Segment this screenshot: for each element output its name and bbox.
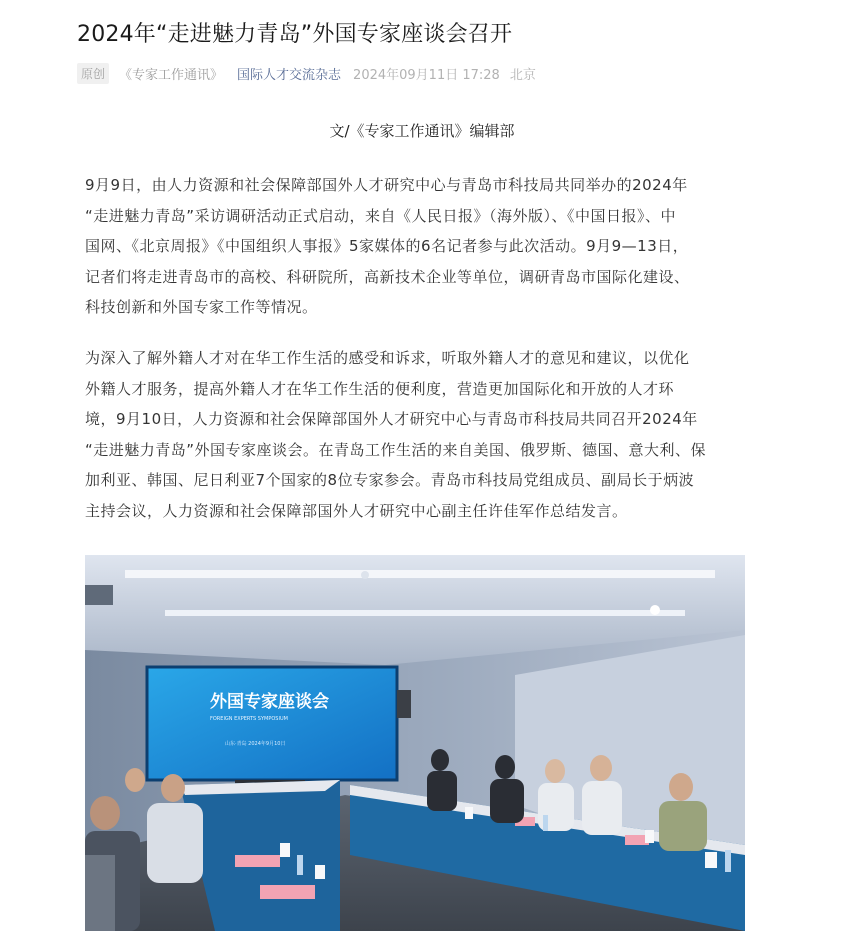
paragraph-line: “走进魅力青岛”采访调研活动正式启动，来自《人民日报》（海外版）、《中国日报》、中 — [85, 206, 677, 225]
article-meta — [77, 62, 536, 84]
meeting-photo[interactable] — [85, 555, 745, 931]
screen-subtitle: FOREIGN EXPERTS SYMPOSIUM — [210, 716, 288, 722]
paragraph-line: 科技创新和外国专家工作等情况。 — [85, 298, 318, 316]
original-badge: 原创 — [77, 63, 109, 84]
screen-title: 外国专家座谈会 — [210, 692, 329, 712]
meta-source: 《专家工作通讯》 — [119, 67, 224, 83]
paragraph-line: 境，9月10日，人力资源和社会保障部国外人才研究中心与青岛市科技局共同召开2024年 — [85, 410, 698, 428]
publish-time: 2024年09月11日 17:28 — [353, 67, 500, 83]
account-name-link[interactable]: 国际人才交流杂志 — [237, 67, 342, 83]
paragraph-line: 记者们将走进青岛市的高校、科研院所，高新技术企业等单位，调研青岛市国际化建设、 — [85, 267, 690, 286]
paragraph-line: 国网、《北京周报》《中国组织人事报》5家媒体的6名记者参与此次活动。9月9—13日， — [85, 237, 689, 255]
paragraph-line: 为深入了解外籍人才对在华工作生活的感受和诉求，听取外籍人才的意见和建议，以优化 — [85, 349, 690, 367]
paragraph-line: 外籍人才服务，提高外籍人才在华工作生活的便利度，营造更加国际化和开放的人才环 — [85, 379, 675, 398]
paragraph-line: 主持会议，人力资源和社会保障部国外人才研究中心副主任许佳军作总结发言。 — [85, 501, 628, 520]
article-byline: 文/《专家工作通讯》编辑部 — [329, 122, 515, 140]
paragraph-line: 加利亚、韩国、尼日利亚7个国家的8位专家参会。青岛市科技局党组成员、副局长于炳波 — [85, 471, 695, 489]
screen-date: 山东·青岛 2024年9月10日 — [225, 741, 286, 747]
paragraph-line: 9月9日，由人力资源和社会保障部国外人才研究中心与青岛市科技局共同举办的2024年 — [85, 176, 688, 194]
paragraph-line: “走进魅力青岛”外国专家座谈会。在青岛工作生活的来自美国、俄罗斯、德国、意大利、保 — [85, 440, 707, 459]
article-title: 2024年“走进魅力青岛”外国专家座谈会召开 — [77, 22, 513, 47]
article-paragraph-1 — [85, 170, 755, 323]
article-paragraph-2 — [85, 343, 755, 526]
publish-location: 北京 — [509, 67, 536, 83]
